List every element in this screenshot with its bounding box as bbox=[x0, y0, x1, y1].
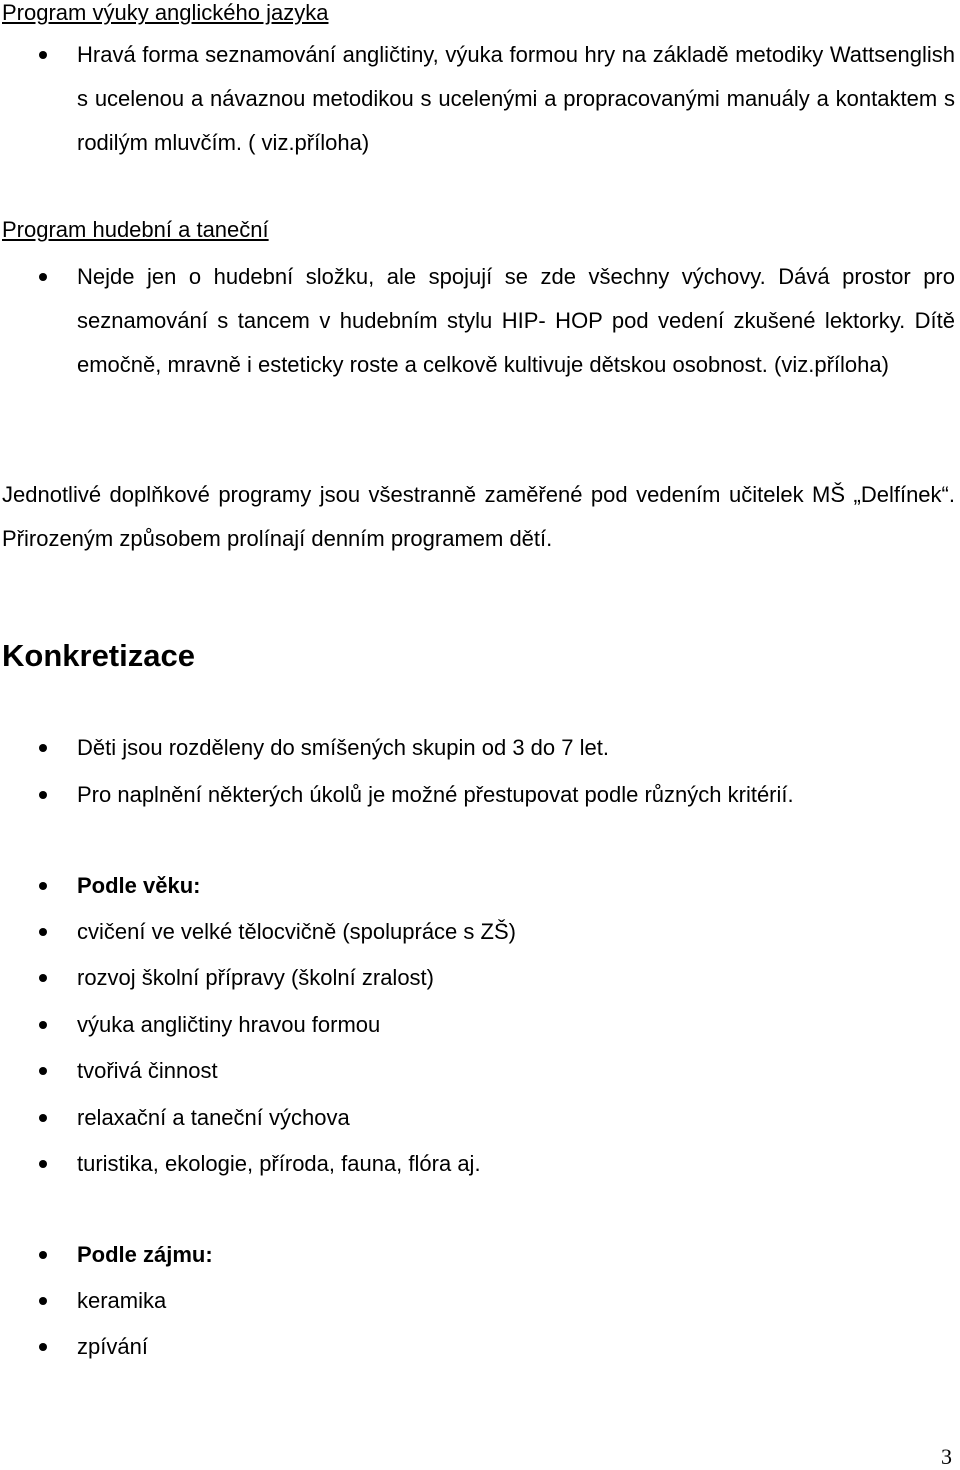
by-age-item-text: výuka angličtiny hravou formou bbox=[77, 1012, 381, 1037]
music-program-text: Nejde jen o hudební složku, ale spojují se zde všechny výchovy. Dává prostor pro seznamování s tancem v hudebním stylu HIP- HOP pod vedení zkušené lektorky. Dítě emočně, mravně i esteticky roste a celkově kultivuje dětskou osobnost. (viz.příloha) bbox=[77, 264, 955, 377]
bullet-icon bbox=[39, 882, 47, 890]
english-program-text: Hravá forma seznamování angličtiny, výuka formou hry na základě metodiky Wattsenglish s ucelenou a návaznou metodikou s ucelenými a propracovanými manuály a kontaktem s rodilým mluvčím. ( viz.příloha) bbox=[77, 42, 955, 155]
by-age-item-text: relaxační a taneční výchova bbox=[77, 1105, 350, 1130]
bullet-icon bbox=[39, 51, 47, 59]
page-number: 3 bbox=[941, 1444, 952, 1469]
by-interest-heading: Podle zájmu: bbox=[77, 1242, 213, 1267]
bullet-icon bbox=[39, 1067, 47, 1075]
bullet-icon bbox=[39, 974, 47, 982]
bullet-icon bbox=[39, 1160, 47, 1168]
bullet-icon bbox=[39, 744, 47, 752]
konkretizace-item-text: Děti jsou rozděleny do smíšených skupin od 3 do 7 let. bbox=[77, 735, 609, 760]
by-age-item-text: cvičení ve velké tělocvičně (spolupráce s ZŠ) bbox=[77, 919, 516, 944]
music-program-heading: Program hudební a taneční bbox=[2, 217, 269, 242]
by-age-item-text: rozvoj školní přípravy (školní zralost) bbox=[77, 965, 434, 990]
english-program-heading: Program výuky anglického jazyka bbox=[2, 0, 329, 25]
konkretizace-heading: Konkretizace bbox=[2, 638, 195, 673]
bullet-icon bbox=[39, 1297, 47, 1305]
by-interest-item-text: keramika bbox=[77, 1288, 167, 1313]
by-age-heading: Podle věku: bbox=[77, 873, 201, 898]
konkretizace-item-text: Pro naplnění některých úkolů je možné přestupovat podle různých kritérií. bbox=[77, 782, 794, 807]
bullet-icon bbox=[39, 273, 47, 281]
bullet-icon bbox=[39, 1114, 47, 1122]
bullet-icon bbox=[39, 791, 47, 799]
bullet-icon bbox=[39, 928, 47, 936]
bullet-icon bbox=[39, 1343, 47, 1351]
bullet-icon bbox=[39, 1021, 47, 1029]
by-interest-item-text: zpívání bbox=[77, 1334, 148, 1359]
by-age-item-text: tvořivá činnost bbox=[77, 1058, 218, 1083]
by-age-item-text: turistika, ekologie, příroda, fauna, flóra aj. bbox=[77, 1151, 481, 1176]
bullet-icon bbox=[39, 1251, 47, 1259]
programs-summary: Jednotlivé doplňkové programy jsou všestranně zaměřené pod vedením učitelek MŠ „Delfínek“. Přirozeným způsobem prolínají denním programem dětí. bbox=[2, 482, 955, 551]
